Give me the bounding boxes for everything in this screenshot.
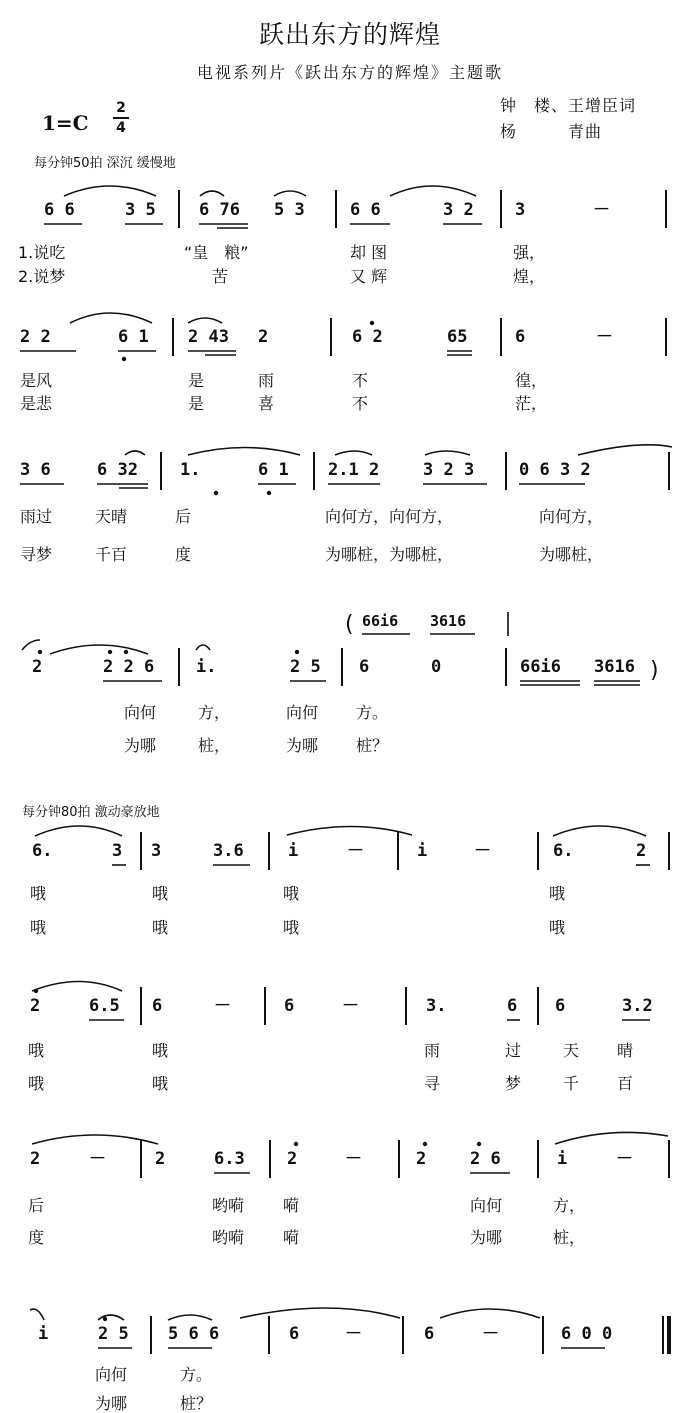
slur: [98, 1315, 124, 1320]
barline: [500, 318, 502, 356]
slur: [555, 1132, 668, 1144]
lyric: 向何: [470, 1196, 503, 1215]
lyric: 度: [175, 545, 192, 564]
lyric: 度: [28, 1228, 45, 1247]
lyric: 哦: [549, 884, 566, 903]
note-group: 6 6: [350, 200, 381, 220]
slur: [200, 191, 224, 196]
barline: [268, 832, 270, 870]
slur: [188, 448, 300, 456]
lyric: 嗬: [283, 1196, 300, 1215]
lyric: 桩？: [180, 1394, 213, 1413]
note-group: 6: [424, 1324, 435, 1344]
note-group: －: [345, 1149, 362, 1169]
lyric: 不: [352, 371, 369, 390]
note-group: 0: [431, 657, 442, 677]
lyric: 为哪: [95, 1394, 128, 1413]
note-group: －: [347, 841, 364, 861]
octave-dot: [370, 321, 374, 325]
octave-dot: [477, 1142, 481, 1146]
note-group: 6 0 0: [561, 1324, 613, 1344]
intro-note-group: 3616: [430, 612, 467, 630]
note-group: 2: [30, 1149, 41, 1169]
lyric: 哦: [28, 1074, 45, 1093]
lyric: 桩，: [553, 1228, 586, 1247]
barline: [665, 190, 667, 228]
barline: [140, 1140, 142, 1178]
lyric: 喜: [258, 394, 275, 413]
slur: [287, 827, 412, 836]
note-group: 65: [447, 327, 468, 347]
lyricist-credit: 钟 楼、王增臣词: [500, 96, 637, 115]
lyric: 桩，: [198, 736, 231, 755]
note-group: 3: [112, 841, 123, 861]
lyric: 方。: [180, 1365, 213, 1384]
song-subtitle: 电视系列片《跃出东方的辉煌》主题歌: [196, 63, 503, 82]
note-group: 6 1: [118, 327, 149, 347]
lyric: 后: [28, 1196, 45, 1215]
octave-dot: [267, 491, 271, 495]
slur: [390, 186, 476, 196]
barline: [140, 832, 142, 870]
note-group: 2 2: [20, 327, 51, 347]
barline: [542, 1316, 544, 1354]
lyric: 千百: [95, 545, 128, 564]
lyric: 哟嗬: [212, 1196, 245, 1215]
meter-bottom: 4: [116, 120, 126, 136]
note-group: 6 2: [352, 327, 383, 347]
note-group: 2 2 6: [103, 657, 155, 677]
barline: [398, 1140, 400, 1178]
note-group: 6.3: [214, 1149, 245, 1169]
lyric: 天晴: [95, 507, 128, 526]
barline: [268, 1316, 270, 1354]
lyric: 哦: [152, 1074, 169, 1093]
note-group: －: [593, 200, 610, 220]
barline: [140, 987, 142, 1025]
note-group: 2: [32, 657, 43, 677]
slur: [50, 645, 148, 654]
meter-line: [113, 117, 129, 119]
slur: [440, 1309, 540, 1318]
octave-dot: [294, 1142, 298, 1146]
lyric: 后: [175, 507, 192, 526]
barline: [178, 648, 180, 686]
barline: [505, 648, 507, 686]
octave-dot: [122, 357, 126, 361]
note-group: －: [214, 996, 231, 1016]
lyric: 是: [188, 371, 205, 390]
lyric: 为哪桩，为哪桩，: [325, 545, 454, 564]
lyric: 方，: [198, 703, 231, 722]
lyric: 是悲: [20, 394, 53, 413]
lyric: 1.说吃: [18, 243, 66, 262]
lyric: 哟嗬: [212, 1228, 245, 1247]
barline: [178, 190, 180, 228]
note-group: 6.: [32, 841, 53, 861]
lyric: 向何方，: [539, 507, 604, 526]
song-title: 跃出东方的辉煌: [258, 20, 441, 49]
note-group: i: [417, 841, 428, 861]
octave-dot: [38, 650, 42, 654]
note-group: 6: [152, 996, 163, 1016]
tempo-marking-2: 每分钟80拍 激动豪放地: [22, 805, 160, 820]
slur: [188, 318, 222, 323]
lyric: 为哪: [286, 736, 319, 755]
barline: [402, 1316, 404, 1354]
lyric: 徨，: [515, 371, 548, 390]
note-group: 2: [287, 1149, 298, 1169]
note-group: 6.: [553, 841, 574, 861]
note-group: 2 5: [98, 1324, 129, 1344]
close-paren: ): [650, 658, 659, 683]
note-group: 2: [258, 327, 269, 347]
lyric: 却 图: [350, 243, 388, 262]
lyric: 雨: [258, 371, 275, 390]
lyric: 苦: [212, 267, 229, 286]
barline: [665, 318, 667, 356]
note-group: 3: [151, 841, 162, 861]
lyric: 方，: [553, 1196, 586, 1215]
lyric: 为哪: [470, 1228, 503, 1247]
octave-dot: [34, 989, 38, 993]
barline: [505, 452, 507, 490]
barline: [397, 832, 399, 870]
note-group: 6 76: [199, 200, 240, 220]
barline: [269, 1140, 271, 1178]
note-group: 6 32: [97, 460, 138, 480]
note-group: 2: [155, 1149, 166, 1169]
note-group: 5 3: [274, 200, 305, 220]
note-group: 2.1 2: [328, 460, 380, 480]
barline: [537, 1140, 539, 1178]
note-group: 3 5: [125, 200, 156, 220]
note-group: －: [482, 1324, 499, 1344]
note-group: 2: [30, 996, 41, 1016]
note-group: 2 43: [188, 327, 229, 347]
note-group: －: [342, 996, 359, 1016]
note-group: 3616: [594, 657, 635, 677]
note-group: 1.: [180, 460, 201, 480]
slur: [125, 451, 145, 455]
barline: [537, 832, 539, 870]
note-group: 66i6: [520, 657, 561, 677]
barline: [150, 1316, 152, 1354]
note-group: 3.2: [622, 996, 653, 1016]
octave-dot: [214, 491, 218, 495]
slur: [240, 1308, 400, 1318]
meter-top: 2: [116, 100, 126, 116]
note-group: 3.6: [213, 841, 244, 861]
lyric: 雨过: [20, 507, 53, 526]
slur: [32, 982, 122, 992]
note-group: 5 6 6: [168, 1324, 220, 1344]
lyric: 百: [617, 1074, 634, 1093]
slur: [274, 191, 306, 196]
note-group: i.: [196, 657, 217, 677]
lyric: 嗬: [283, 1228, 300, 1247]
key-signature: 1=C: [42, 111, 89, 135]
lyric: 寻: [424, 1074, 441, 1093]
lyric: 桩？: [356, 736, 389, 755]
octave-dot: [423, 1142, 427, 1146]
lyric: 梦: [505, 1074, 522, 1093]
slur: [168, 1315, 212, 1320]
note-group: 3.: [426, 996, 447, 1016]
barline: [264, 987, 266, 1025]
note-group: 6 1: [258, 460, 289, 480]
tie: [30, 1309, 44, 1320]
barline: [341, 648, 343, 686]
tempo-marking-1: 每分钟50拍 深沉 缓慢地: [34, 156, 176, 171]
note-group: 6: [555, 996, 566, 1016]
lyric: 寻梦: [20, 545, 53, 564]
lyric: 不: [352, 394, 369, 413]
barline: [160, 452, 162, 490]
lyric: “皇 粮”: [184, 243, 249, 262]
slur: [70, 313, 152, 323]
lyric: 哦: [283, 918, 300, 937]
barline: [330, 318, 332, 356]
lyric: 千: [563, 1074, 580, 1093]
note-group: 6: [359, 657, 370, 677]
octave-dot: [108, 650, 112, 654]
note-group: i: [288, 841, 299, 861]
lyric: 天: [563, 1041, 580, 1060]
note-group: 6: [289, 1324, 300, 1344]
lyric: 向何: [95, 1365, 128, 1384]
lyric: 2.说梦: [18, 267, 66, 286]
octave-dot: [295, 650, 299, 654]
note-group: 2: [416, 1149, 427, 1169]
final-barline-thin: [662, 1316, 664, 1354]
note-group: 6 6: [44, 200, 75, 220]
note-group: 6.5: [89, 996, 120, 1016]
note-group: 6: [507, 996, 518, 1016]
lyric: 为哪桩，: [539, 545, 604, 564]
lyric: 哦: [30, 884, 47, 903]
note-group: －: [474, 841, 491, 861]
intro-note-group: 66i6: [362, 612, 399, 630]
note-group: －: [345, 1324, 362, 1344]
slur: [64, 186, 156, 196]
lyric: 向何: [286, 703, 319, 722]
slur: [35, 826, 122, 836]
lyric: 又 辉: [350, 267, 388, 286]
open-paren: (: [345, 612, 354, 637]
time-signature: [113, 101, 129, 135]
lyric: 哦: [152, 918, 169, 937]
note-group: 6: [515, 327, 526, 347]
fermata: [196, 645, 210, 650]
lyric: 茫，: [515, 394, 548, 413]
lyric: 过: [505, 1041, 522, 1060]
lyric: 哦: [549, 918, 566, 937]
lyric: 煌，: [513, 267, 546, 286]
lyric: 向何: [124, 703, 157, 722]
slur: [425, 451, 470, 455]
tie: [22, 640, 40, 650]
note-group: －: [616, 1149, 633, 1169]
note-group: －: [596, 327, 613, 347]
lyric: 是风: [20, 371, 53, 390]
slur: [335, 451, 372, 455]
note-group: 3: [515, 200, 526, 220]
barline: [313, 452, 315, 490]
slur: [553, 826, 646, 836]
composer-credit: 杨 青曲: [500, 122, 603, 141]
note-group: 2 5: [290, 657, 321, 677]
lyric: 强，: [513, 243, 546, 262]
note-group: 2 6: [470, 1149, 501, 1169]
note-group: 3 2: [443, 200, 474, 220]
barline: [172, 318, 174, 356]
lyric: 哦: [283, 884, 300, 903]
octave-dot: [124, 650, 128, 654]
lyric: 哦: [28, 1041, 45, 1060]
lyric: 哦: [152, 884, 169, 903]
note-group: 3 6: [20, 460, 51, 480]
note-group: 6: [284, 996, 295, 1016]
note-group: 2: [636, 841, 647, 861]
slur: [578, 445, 672, 455]
barline: [668, 452, 670, 490]
barline: [500, 190, 502, 228]
note-group: 3 2 3: [423, 460, 475, 480]
barline: [335, 190, 337, 228]
note-group: i: [557, 1149, 568, 1169]
note-group: i: [38, 1324, 49, 1344]
lyric: 哦: [30, 918, 47, 937]
final-barline-thick: [667, 1316, 671, 1354]
lyric: 晴: [617, 1041, 634, 1060]
octave-dot: [103, 1317, 107, 1321]
barline: [668, 832, 670, 870]
note-group: －: [89, 1149, 106, 1169]
barline: [405, 987, 407, 1025]
lyric: 方。: [356, 703, 389, 722]
lyric: 是: [188, 394, 205, 413]
lyric: 哦: [152, 1041, 169, 1060]
lyric: 为哪: [124, 736, 157, 755]
barline: [537, 987, 539, 1025]
barline: [668, 1140, 670, 1178]
note-group: 0 6 3 2: [519, 460, 591, 480]
lyric: 向何方，向何方，: [325, 507, 454, 526]
lyric: 雨: [424, 1041, 441, 1060]
